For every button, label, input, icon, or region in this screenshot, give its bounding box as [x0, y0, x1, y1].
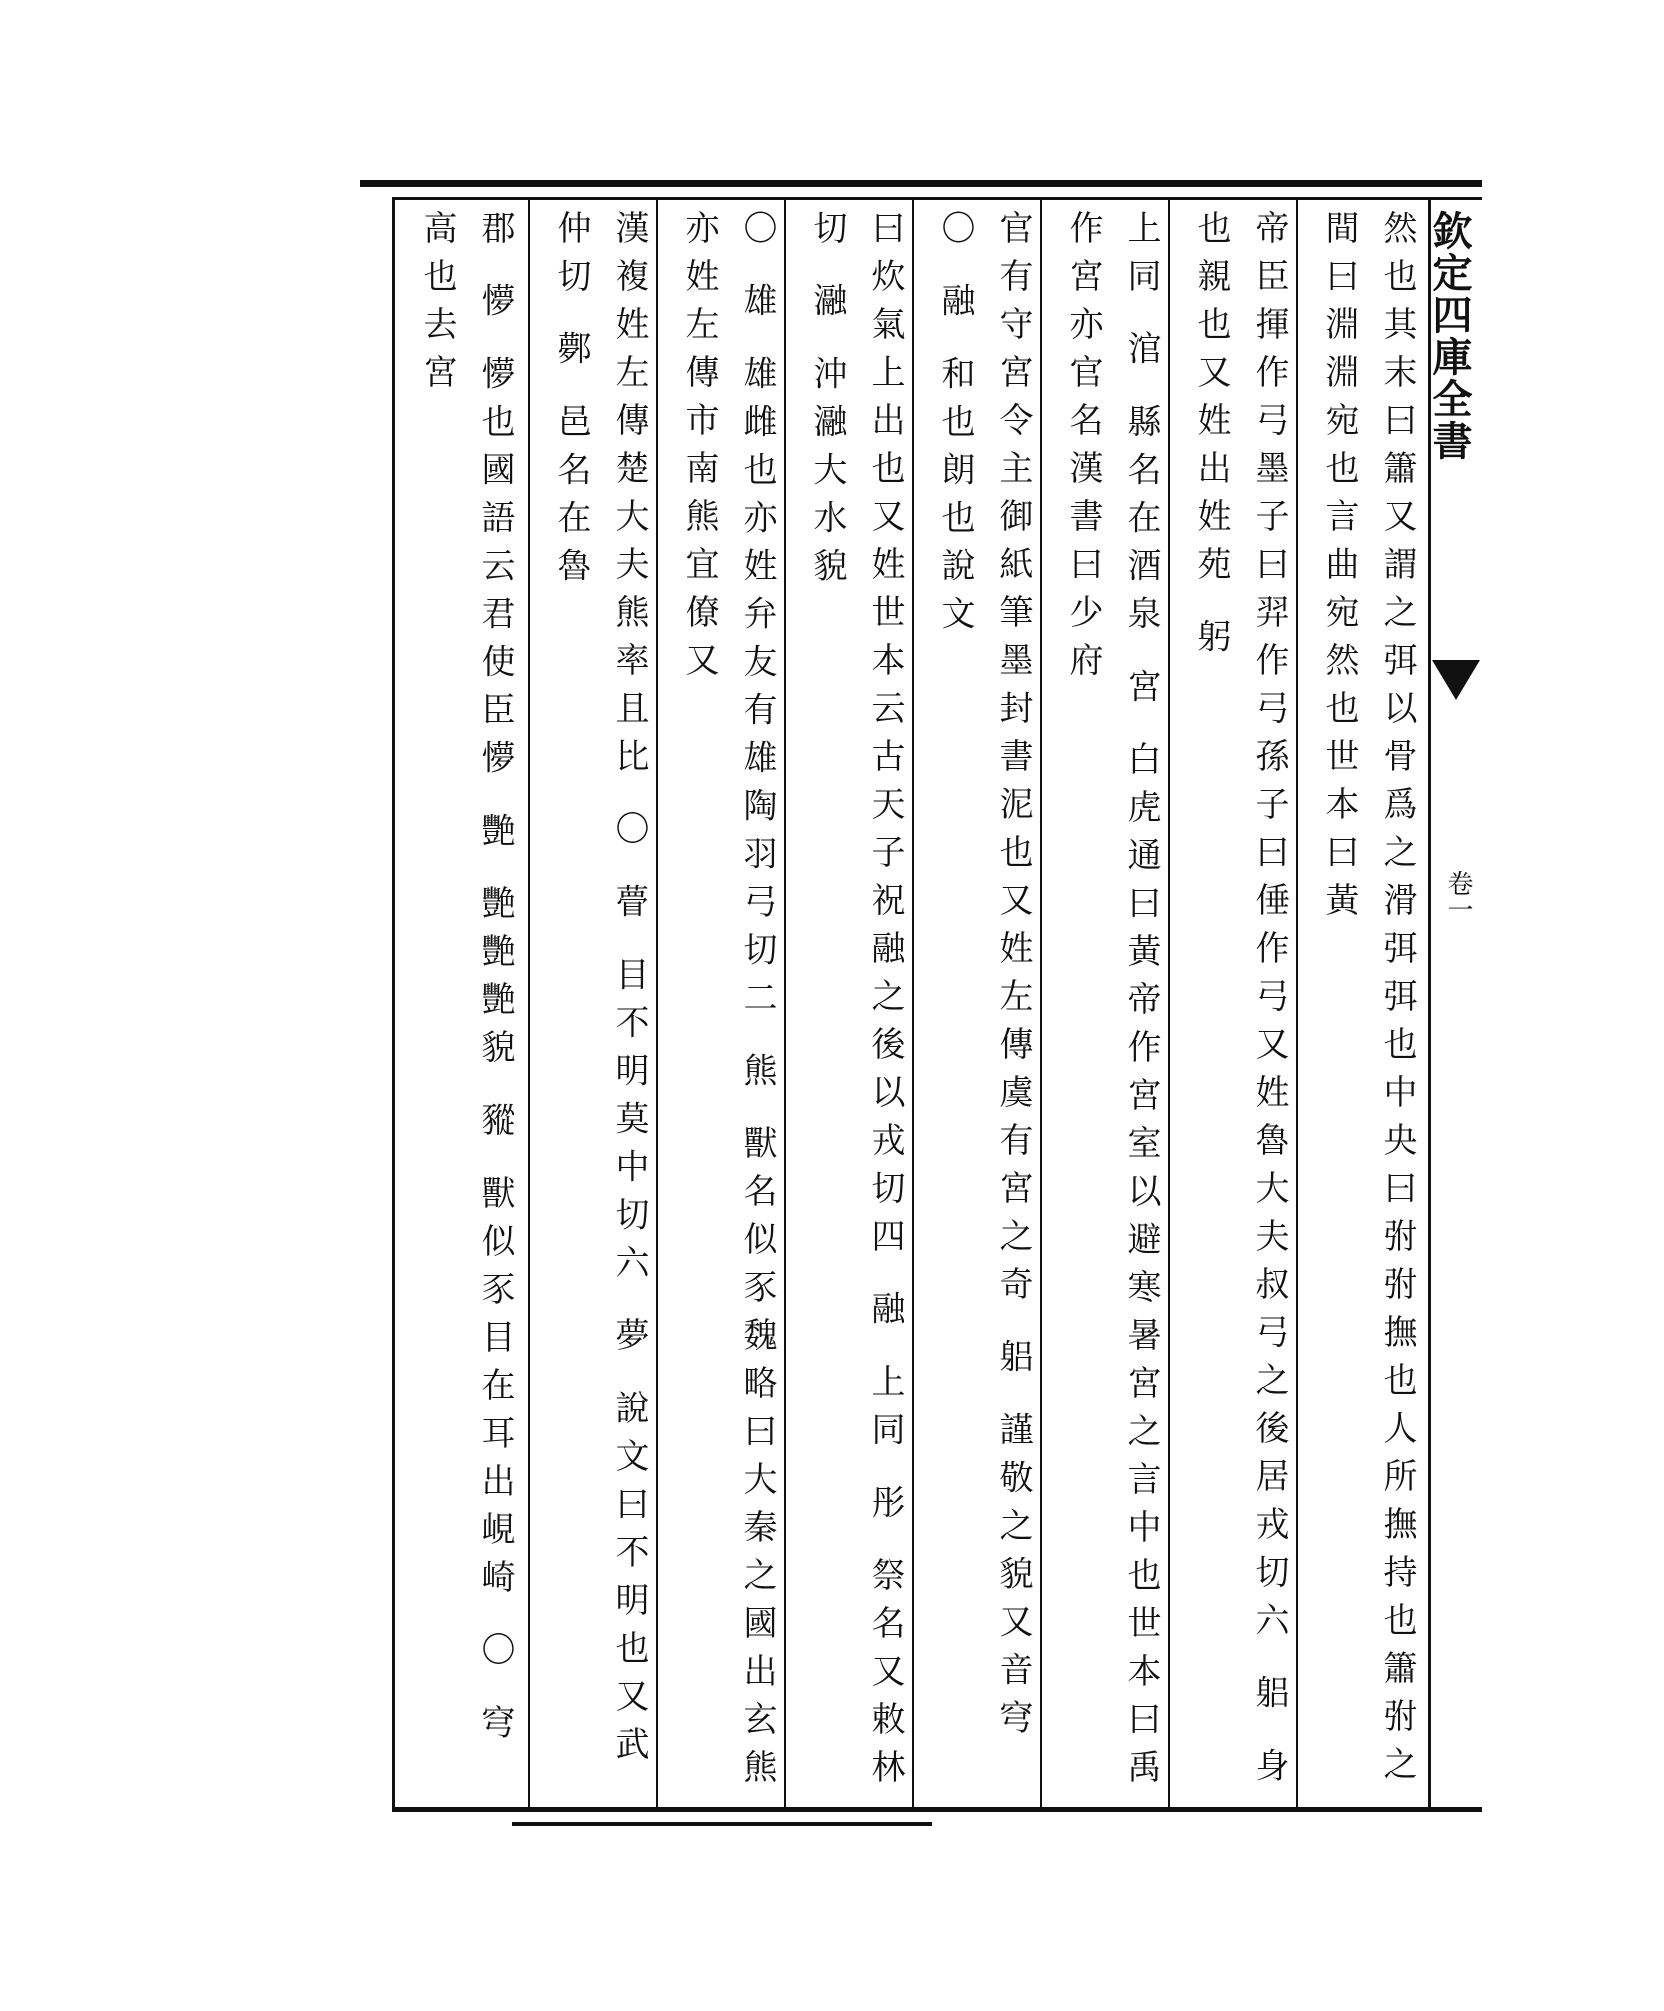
column-text: 漢複姓左傳楚大夫熊率且比 〇 瞢 目不明莫中切六 夢 說文曰不明也又武仲切 鄸 邑名在魯 — [551, 210, 649, 1775]
text-column-3 — [1046, 210, 1170, 1800]
column-text: 官有守宮令主御紙筆墨封書泥也又姓左傳虞有宮之奇 躳 謹敬之貌又音穹 〇 融 和也朗也說文 — [935, 210, 1033, 1748]
book-title: 欽定四庫全書 — [1426, 210, 1473, 462]
bottom-border-lower — [512, 1822, 932, 1826]
column-text: 郡 懜 懜也國語云君使臣懜 艷 艷艷艷貌 豵 獸似豕目在耳出峴崎 〇 穹 高也去宮 — [417, 210, 515, 1753]
column-text: 然也其末曰簫又謂之弭以骨爲之滑弭弭也中央曰弣弣撫也人所撫持也簫弣之間曰淵淵宛也言曲宛然也世本曰黃 — [1319, 210, 1417, 1794]
fish-tail-mark — [1432, 660, 1480, 700]
text-column-2 — [1174, 210, 1298, 1800]
volume-label: 卷一 — [1443, 870, 1473, 922]
text-column-5 — [790, 210, 914, 1800]
top-border-thick — [360, 180, 1482, 187]
text-column-6 — [662, 210, 786, 1800]
text-column-1 — [1302, 210, 1426, 1800]
bottom-border — [392, 1807, 1482, 1812]
column-text: 上同 涫 縣名在酒泉 宮 白虎通曰黃帝作宮室以避寒暑宮之言中也世本曰禹作宮亦官名漢書曰少府 — [1063, 210, 1161, 1798]
column-text: 〇 雄 雄雌也亦姓弁友有雄陶羽弓切二 熊 獸名似豕魏略曰大秦之國出玄熊亦姓左傳市南熊宜僚又 — [679, 210, 777, 1798]
column-text: 曰炊氣上出也又姓世本云古天子祝融之後以戎切四 融 上同 彤 祭名又敕林切 瀜 沖瀜大水貌 — [807, 210, 905, 1798]
text-column-7 — [534, 210, 658, 1800]
text-column-8 — [400, 210, 524, 1800]
text-column-4 — [918, 210, 1042, 1800]
top-border-thin — [392, 197, 1482, 200]
column-text: 帝臣揮作弓墨子曰羿作弓孫子曰倕作弓又姓魯大夫叔弓之後居戎切六 躳 身也親也又姓出姓苑 躬 — [1191, 210, 1289, 1796]
column-divider — [528, 200, 530, 1807]
